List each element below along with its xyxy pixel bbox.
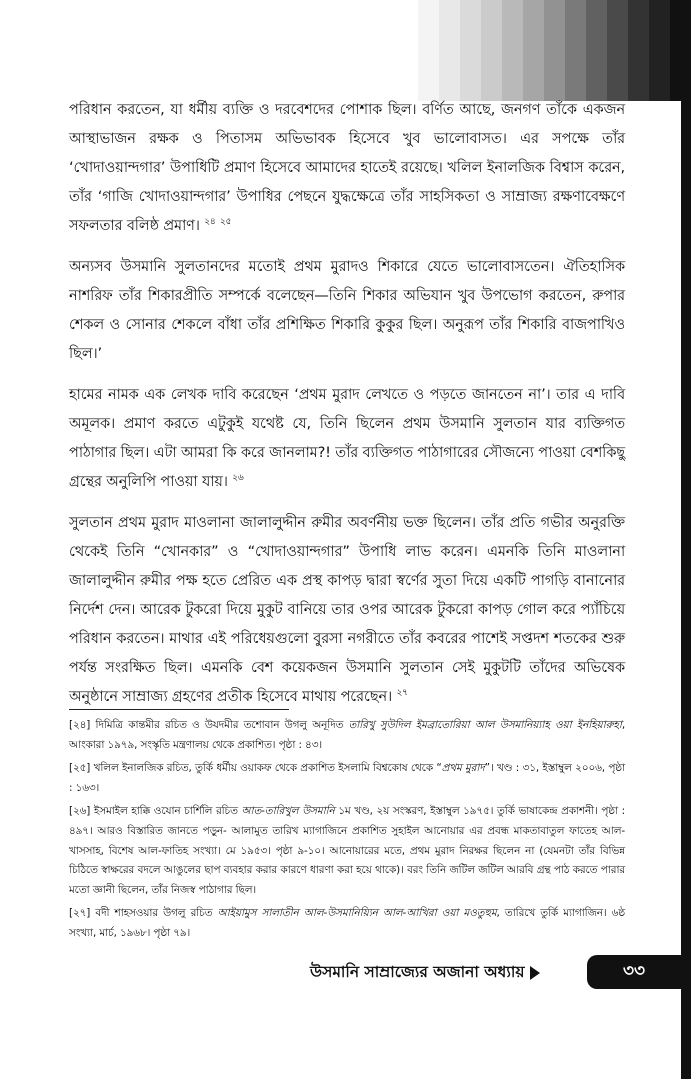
page-number: [587, 955, 681, 989]
footnote: [69, 759, 625, 798]
footnote-title: তারিখু সুউদিল ইমব্রাতোরিয়া আল উসমানিয়্যাহ ওয়া ইনহিয়ারুহা: [348, 719, 622, 731]
book-title: উসমানি সাম্রাজ্যের অজানা অধ্যায়: [310, 963, 525, 981]
paragraph: [69, 252, 625, 368]
footnote-text: ১ম খণ্ড, ২য় সংস্করণ, ইস্তাম্বুল ১৯৭৫। তুর্কি ভাষাকেন্দ্র প্রকাশনী। পৃষ্ঠা : ৪৯৭। আরও বিস্তারিত জানতে পড়ুন- আলামুত তারিখ ম্যাগাজিনে প্রকাশিত সুহাইল আনোয়ার এর প্রবন্ধ মাকতাবাতুল ফাতেহ আল-খাসসাহ, বিশেষ আল-ফাতিহ সংখ্যা। মে ১৯৫৩। পৃষ্ঠা ৯-১০। আনোয়ারের মতে, প্রথম মুরাদ নিরক্ষর ছিলেন না (যেমনটা তাঁর বিভিন্ন চিঠিতে স্বাক্ষরের বদলে আঙুলের ছাপ ব্যবহার করার কারণে ধারণা করা হয়ে থাকে)। বরং তিনি জটিল জটিল আরবি গ্রন্থ পাঠ করতে পারার মতো জ্ঞানী ছিলেন, তাঁর নিজস্ব পাঠাগার ছিল।: [69, 805, 626, 896]
footnote-ref: ২৭: [396, 688, 408, 699]
footnote-text: , তারিখে তুর্কি ম্যাগাজিন। ৬ষ্ঠ সংখ্যা, মার্চ, ১৯৬৮। পৃষ্ঠা ৭৯।: [69, 907, 625, 939]
paragraph: [69, 380, 625, 496]
paragraph: [69, 508, 625, 711]
arrow-right-icon: [530, 966, 540, 980]
color-swatch: [649, 0, 670, 101]
color-swatch: [502, 0, 523, 101]
footnote-title: আইয়ামুস সালাতীন আল-উসমানিয়্যিন আল-আখিরা ওয়া মওতুহুম: [217, 907, 497, 920]
color-swatch: [418, 0, 439, 101]
color-calibration-strip: [397, 0, 691, 101]
color-swatch: [460, 0, 481, 101]
color-swatch: [397, 0, 418, 101]
footnote-ref: ২৫: [220, 217, 232, 228]
footnote: [69, 716, 625, 755]
color-swatch: [544, 0, 565, 101]
footnote-number: [২৬]: [69, 805, 91, 818]
footnote-text: ”। খণ্ড : ৩১, ইস্তাম্বুল ২০০৬, পৃষ্ঠা : ১৬৩।: [69, 762, 625, 794]
footnote-divider: [69, 709, 289, 710]
color-swatch: [439, 0, 460, 101]
paragraph: [69, 95, 625, 240]
page-edge-bar: [681, 101, 691, 1079]
footnote-text: খলিল ইনালজিক রচিত, তুর্কি ধর্মীয় ওয়াকফ থেকে প্রকাশিত ইসলামি বিশ্বকোষ থেকে “: [93, 762, 442, 775]
color-swatch: [628, 0, 649, 101]
footnote-text: , আংকারা ১৯৭৯, সংস্কৃতি মন্ত্রণালয় থেকে প্রকাশিত। পৃষ্ঠা : ৪৩।: [69, 719, 626, 751]
footnote-text: ইসমাইল হাক্কি ওযোন চার্শিলি রচিত: [93, 805, 242, 818]
paragraph-text: পরিধান করতেন, যা ধর্মীয় ব্যক্তি ও দরবেশদের পোশাক ছিল। বর্ণিত আছে, জনগণ তাঁকে একজন আস্থাভাজন রক্ষক ও পিতাসম অভিভাবক হিসেবে খুব ভালোবাসত। এর সপক্ষে তাঁর ‘খোদাওয়ান্দগার’ উপাধিটি প্রমাণ হিসেবে আমাদের হাতেই রয়েছে। খলিল ইনালজিক বিশ্বাস করেন, তাঁর ‘গাজি খোদাওয়ান্দগার’ উপাধির পেছনে যুদ্ধক্ষেত্রে তাঁর সাহসিকতা ও সাম্রাজ্য রক্ষণাবেক্ষণে সফলতার বলিষ্ঠ প্রমাণ।: [69, 101, 625, 234]
footnote-text: বদী শাহসওয়ার উগলু রচিত: [95, 907, 218, 920]
color-swatch: [565, 0, 586, 101]
color-swatch: [523, 0, 544, 101]
footnote-title: প্রথম মুরাদ: [441, 762, 485, 775]
footnote-ref: ২৪: [204, 217, 216, 228]
footnote-text: দিমিত্রি কান্তমীর রচিত ও উযদমীর তশোবান উগলু অনূদিত: [95, 719, 349, 731]
color-swatch: [607, 0, 628, 101]
color-swatch: [670, 0, 691, 101]
paragraph-text: হামের নামক এক লেখক দাবি করেছেন ‘প্রথম মুরাদ লেখতে ও পড়তে জানতেন না’। তার এ দাবি অমূলক। প্রমাণ করতে এটুকুই যথেষ্ট যে, তিনি ছিলেন প্রথম উসমানি সুলতান যার ব্যক্তিগত পাঠাগার ছিল। এটা আমরা কি করে জানলাম?! তাঁর ব্যক্তিগত পাঠাগারের সৌজন্যে পাওয়া বেশকিছু গ্রন্থের অনুলিপি পাওয়া যায়।: [69, 386, 625, 490]
footnote-number: [২৭]: [69, 907, 91, 920]
footnote-number: [২৪]: [69, 719, 91, 731]
main-text: [69, 95, 625, 723]
footnotes: [69, 716, 625, 948]
footnote-number: [২৫]: [69, 762, 91, 775]
color-swatch: [481, 0, 502, 101]
page-number-text: ৩৩: [622, 961, 646, 981]
color-swatch: [586, 0, 607, 101]
footnote: [69, 904, 625, 943]
paragraph-text: অন্যসব উসমানি সুলতানদের মতোই প্রথম মুরাদও শিকারে যেতে ভালোবাসতেন। ঐতিহাসিক নাশরিফ তাঁর শিকারপ্রীতি সম্পর্কে বলেছেন—তিনি শিকার অভিযান খুব উপভোগ করতেন, রুপার শেকল ও সোনার শেকলে বাঁধা তাঁর প্রশিক্ষিত শিকারি কুকুর ছিল। অনুরূপ তাঁর শিকারি বাজপাখিও ছিল।’: [69, 258, 625, 362]
paragraph-text: সুলতান প্রথম মুরাদ মাওলানা জালালুদ্দীন রুমীর অবর্ণনীয় ভক্ত ছিলেন। তাঁর প্রতি গভীর অনুরক্তি থেকেই তিনি “খোনকার” ও “খোদাওয়ান্দগার” উপাধি লাভ করেন। এমনকি তিনি মাওলানা জালালুদ্দীন রুমীর পক্ষ হতে প্রেরিত এক প্রস্থ কাপড় দ্বারা স্বর্ণের সুতা দিয়ে একটি পাগড়ি বানানোর নির্দেশ দেন। আরেক টুকরো দিয়ে মুকুট বানিয়ে তার ওপর আরেক টুকরো কাপড় গোল করে প্যাঁচিয়ে পরিধান করতেন। মাথার এই পরিধেয়গুলো বুরসা নগরীতে তাঁর কবরের পাশেই সপ্তদশ শতকের শুরু পর্যন্ত সংরক্ষিত ছিল। এমনকি বেশ কয়েকজন উসমানি সুলতান সেই মুকুটটি তাঁদের অভিষেক অনুষ্ঠানে সাম্রাজ্য গ্রহণের প্রতীক হিসেবে মাথায় পরেছেন।: [69, 514, 625, 705]
footnote-ref: ২৬: [232, 473, 244, 484]
footnote: [69, 802, 625, 900]
running-footer: [310, 958, 540, 988]
footnote-title: আত-তারিখুল উসমানি: [241, 805, 335, 818]
